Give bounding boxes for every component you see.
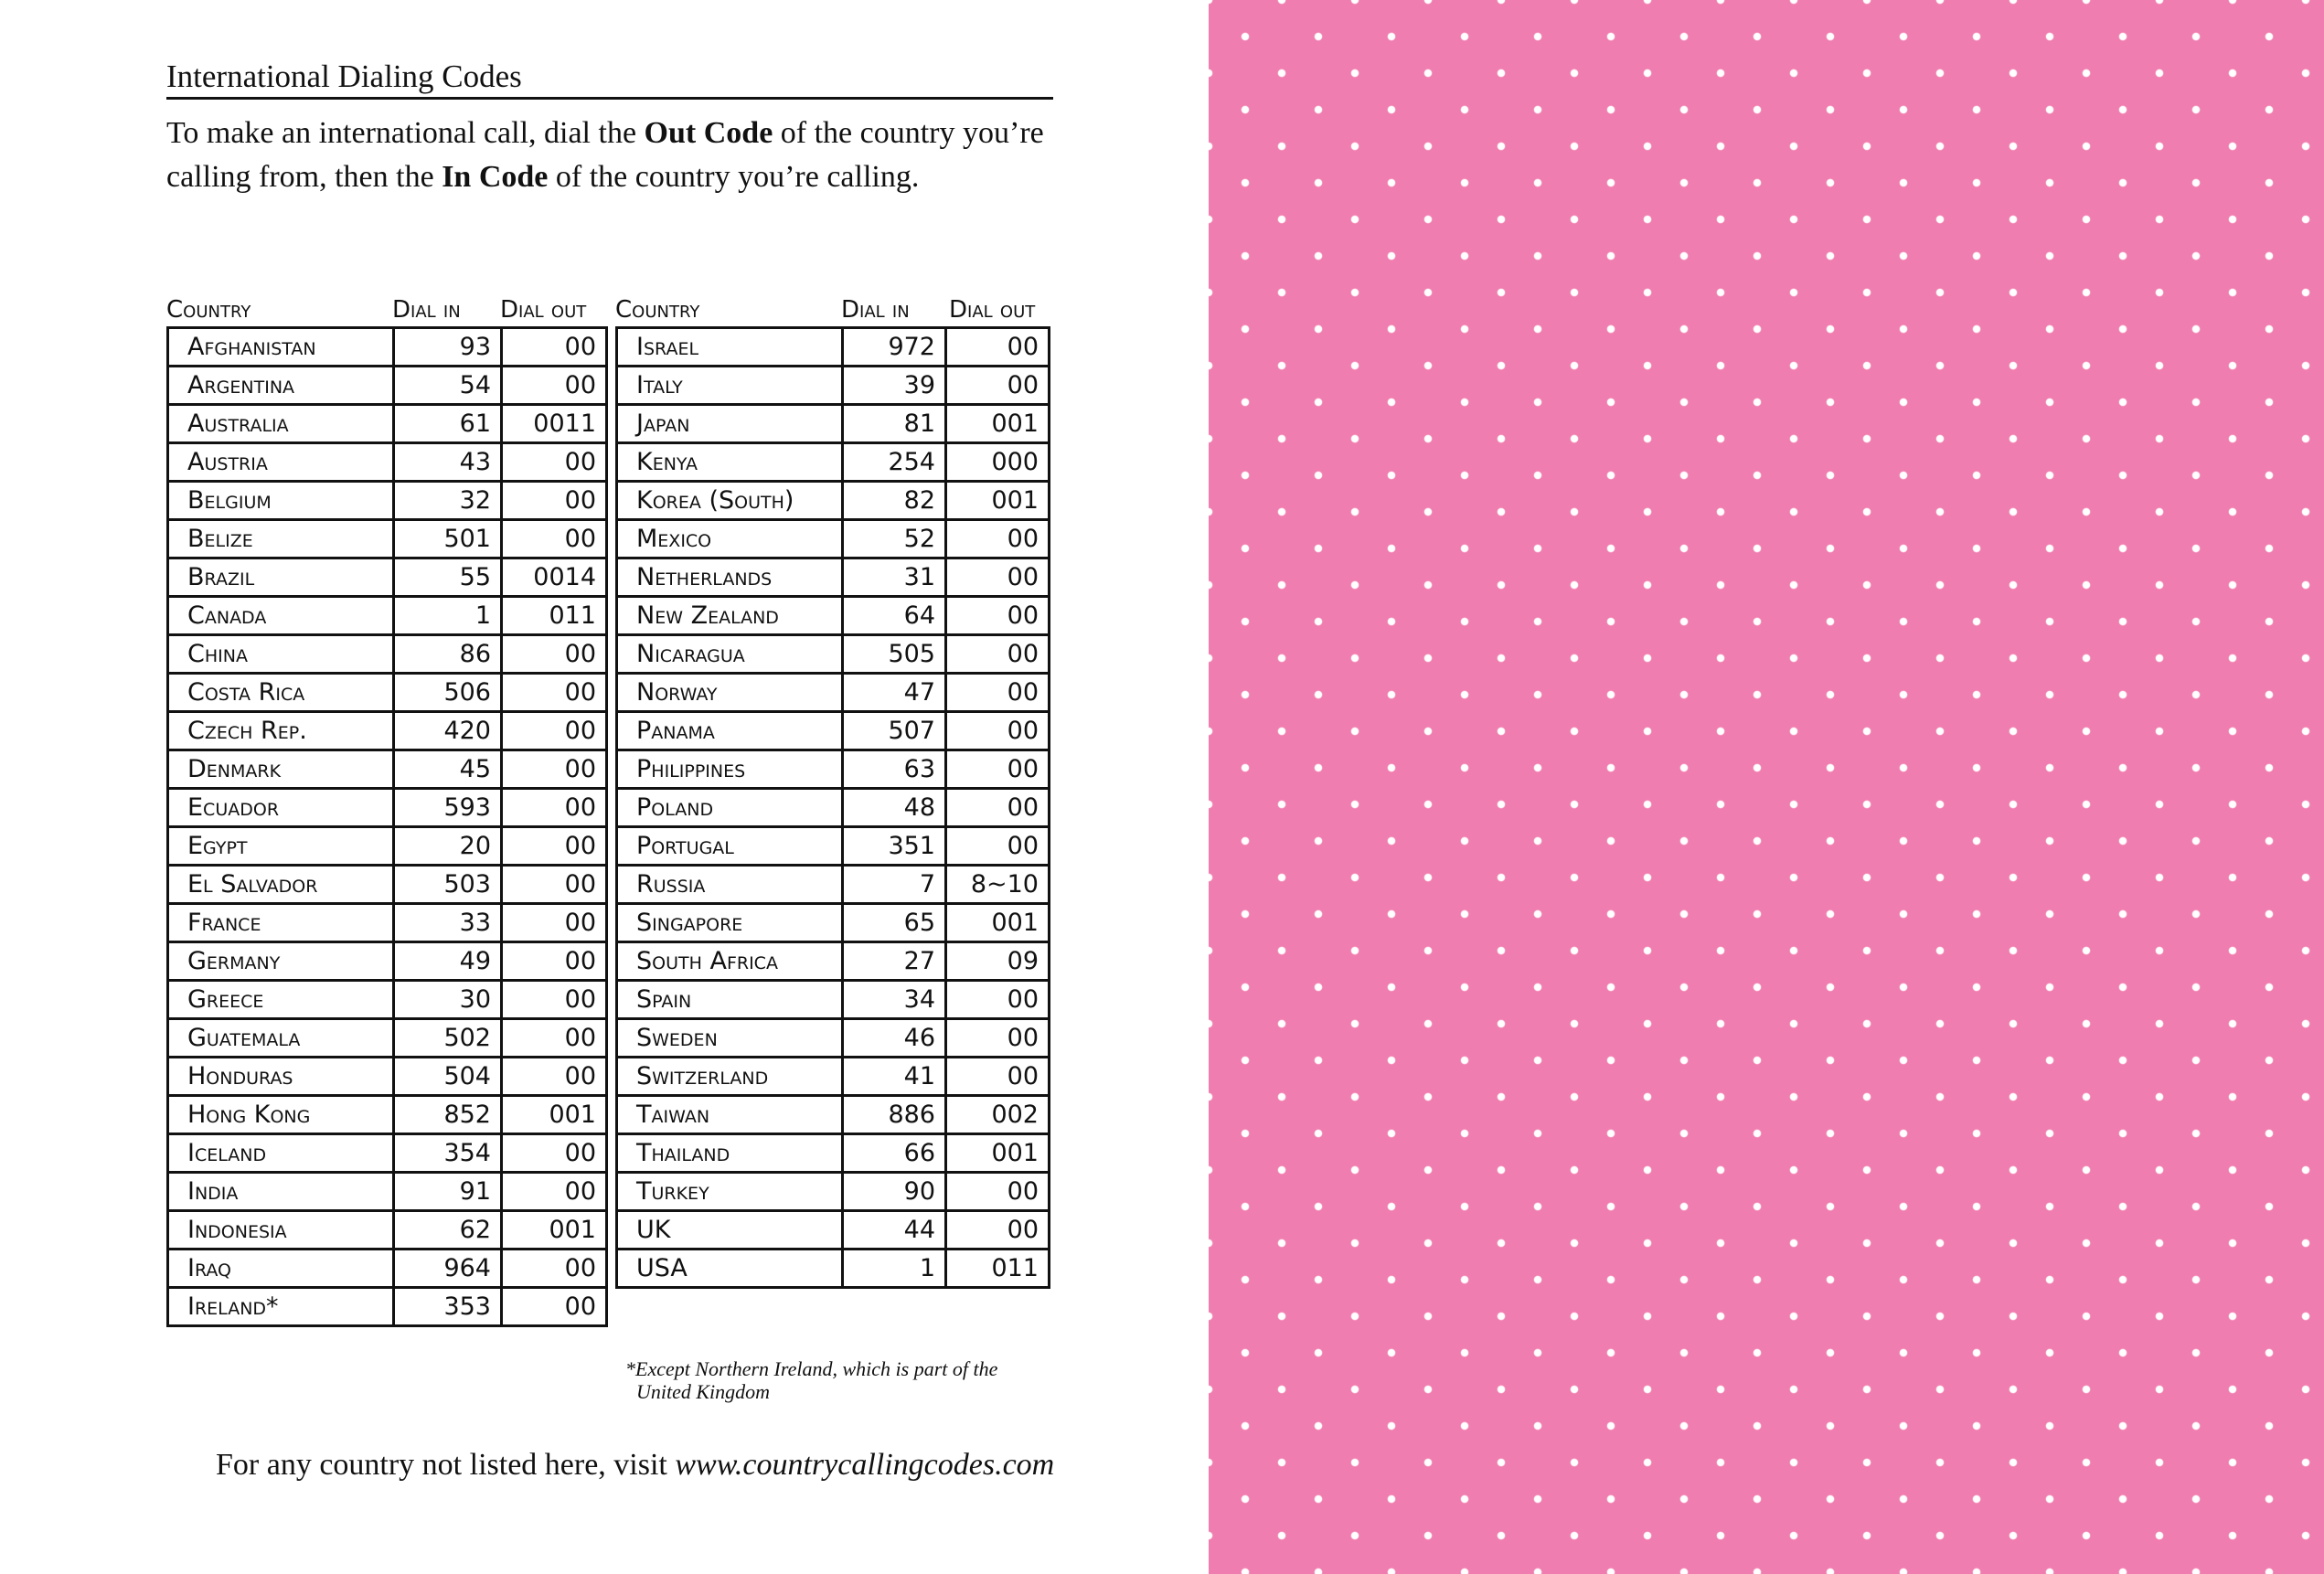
column-headers-right: [615, 285, 1050, 324]
dial-in-cell: 49: [394, 942, 502, 981]
visit-note: [216, 1448, 1130, 1483]
country-cell: Austria: [168, 443, 394, 482]
dial-out-cell: 00: [502, 1058, 607, 1096]
dial-in-cell: 31: [843, 558, 946, 597]
dial-out-cell: 00: [946, 827, 1050, 866]
country-cell: Nicaragua: [617, 635, 843, 674]
table-row: [617, 712, 1050, 750]
country-cell: Brazil: [168, 558, 394, 597]
table-row: [617, 367, 1050, 405]
dial-out-cell: 00: [946, 328, 1050, 367]
dial-out-cell: 00: [502, 750, 607, 789]
country-cell: USA: [617, 1250, 843, 1288]
country-cell: Australia: [168, 405, 394, 443]
table-row: [168, 520, 607, 558]
dial-in-cell: 351: [843, 827, 946, 866]
dial-out-cell: 00: [502, 1173, 607, 1211]
dial-in-cell: 972: [843, 328, 946, 367]
dial-in-cell: 1: [843, 1250, 946, 1288]
dial-out-cell: 00: [946, 520, 1050, 558]
footnote-line-1: *Except Northern Ireland, which is part of the: [625, 1357, 998, 1380]
country-cell: Indonesia: [168, 1211, 394, 1250]
dial-out-cell: 00: [946, 367, 1050, 405]
country-cell: Argentina: [168, 367, 394, 405]
dial-out-cell: 00: [502, 1250, 607, 1288]
dial-out-cell: 00: [946, 750, 1050, 789]
dial-in-cell: 593: [394, 789, 502, 827]
codes-table-left: [166, 285, 608, 1327]
dial-out-cell: 0014: [502, 558, 607, 597]
table-row: [617, 597, 1050, 635]
table-row: [168, 367, 607, 405]
dial-in-cell: 43: [394, 443, 502, 482]
dial-in-cell: 886: [843, 1096, 946, 1134]
table-row: [168, 1019, 607, 1058]
dial-out-cell: 00: [946, 1019, 1050, 1058]
footnote: [625, 1357, 1082, 1403]
country-cell: Canada: [168, 597, 394, 635]
dial-in-cell: 254: [843, 443, 946, 482]
dial-out-cell: 00: [946, 558, 1050, 597]
dial-out-cell: 00: [502, 1019, 607, 1058]
table-row: [617, 482, 1050, 520]
page-title: International Dialing Codes: [166, 57, 1053, 100]
table-row: [617, 981, 1050, 1019]
country-cell: Poland: [617, 789, 843, 827]
country-cell: Singapore: [617, 904, 843, 942]
country-cell: Afghanistan: [168, 328, 394, 367]
country-cell: Japan: [617, 405, 843, 443]
country-cell: India: [168, 1173, 394, 1211]
dial-out-cell: 00: [502, 827, 607, 866]
dial-out-cell: 00: [502, 520, 607, 558]
dial-out-cell: 00: [502, 635, 607, 674]
country-cell: Ireland*: [168, 1288, 394, 1326]
dial-in-cell: 48: [843, 789, 946, 827]
codes-table-right: [615, 285, 1050, 1289]
table-row: [168, 981, 607, 1019]
dial-out-cell: 00: [502, 866, 607, 904]
country-cell: Italy: [617, 367, 843, 405]
table-row: [168, 405, 607, 443]
dial-in-cell: 93: [394, 328, 502, 367]
dial-out-cell: 001: [946, 904, 1050, 942]
country-cell: Portugal: [617, 827, 843, 866]
table-row: [168, 328, 607, 367]
dial-in-cell: 1: [394, 597, 502, 635]
table-row: [617, 674, 1050, 712]
intro-text-1: To make an international call, dial the: [166, 116, 645, 150]
country-cell: Egypt: [168, 827, 394, 866]
dial-in-cell: 65: [843, 904, 946, 942]
country-cell: Taiwan: [617, 1096, 843, 1134]
country-cell: China: [168, 635, 394, 674]
table-row: [168, 1173, 607, 1211]
dial-out-cell: 00: [502, 1288, 607, 1326]
country-cell: Greece: [168, 981, 394, 1019]
dial-out-cell: 0011: [502, 405, 607, 443]
table-row: [617, 942, 1050, 981]
table-row: [617, 520, 1050, 558]
dial-in-cell: 505: [843, 635, 946, 674]
dial-in-cell: 46: [843, 1019, 946, 1058]
country-cell: Hong Kong: [168, 1096, 394, 1134]
table-row: [168, 1211, 607, 1250]
dial-out-cell: 00: [502, 1134, 607, 1173]
country-cell: Germany: [168, 942, 394, 981]
dial-in-cell: 41: [843, 1058, 946, 1096]
intro-paragraph: [166, 112, 1062, 199]
table-row: [617, 1134, 1050, 1173]
dial-in-cell: 7: [843, 866, 946, 904]
dial-in-cell: 34: [843, 981, 946, 1019]
dial-in-cell: 20: [394, 827, 502, 866]
dial-out-cell: 00: [946, 712, 1050, 750]
table-row: [168, 1250, 607, 1288]
table-row: [617, 866, 1050, 904]
table-row: [168, 942, 607, 981]
country-cell: Israel: [617, 328, 843, 367]
intro-text-3: of the country you’re calling.: [548, 160, 920, 194]
dial-in-cell: 32: [394, 482, 502, 520]
dial-out-cell: 001: [946, 482, 1050, 520]
country-cell: Netherlands: [617, 558, 843, 597]
dial-out-cell: 09: [946, 942, 1050, 981]
country-cell: Ecuador: [168, 789, 394, 827]
header-country: Country: [615, 296, 700, 324]
dial-in-cell: 90: [843, 1173, 946, 1211]
header-dial-out: Dial out: [500, 296, 587, 324]
dial-out-cell: 00: [502, 367, 607, 405]
table-row: [617, 405, 1050, 443]
header-dial-out: Dial out: [949, 296, 1036, 324]
dial-in-cell: 420: [394, 712, 502, 750]
table-row: [168, 482, 607, 520]
dial-out-cell: 00: [502, 328, 607, 367]
table-row: [617, 1019, 1050, 1058]
column-headers-left: [166, 285, 608, 324]
dial-in-cell: 27: [843, 942, 946, 981]
table-row: [168, 750, 607, 789]
dial-in-cell: 44: [843, 1211, 946, 1250]
country-cell: New Zealand: [617, 597, 843, 635]
dial-out-cell: 00: [502, 789, 607, 827]
country-cell: Belgium: [168, 482, 394, 520]
country-cell: Thailand: [617, 1134, 843, 1173]
country-cell: France: [168, 904, 394, 942]
table-row: [617, 789, 1050, 827]
header-country: Country: [166, 296, 251, 324]
table-row: [617, 827, 1050, 866]
dial-out-cell: 00: [502, 712, 607, 750]
table-row: [168, 904, 607, 942]
footnote-line-2: United Kingdom: [636, 1380, 771, 1403]
dial-in-cell: 506: [394, 674, 502, 712]
header-dial-in: Dial in: [392, 296, 461, 324]
country-cell: Panama: [617, 712, 843, 750]
dial-out-cell: 00: [946, 981, 1050, 1019]
country-cell: Mexico: [617, 520, 843, 558]
dial-out-cell: 00: [502, 674, 607, 712]
country-cell: Russia: [617, 866, 843, 904]
country-cell: UK: [617, 1211, 843, 1250]
country-cell: Czech Rep.: [168, 712, 394, 750]
table-row: [168, 1096, 607, 1134]
dial-in-cell: 503: [394, 866, 502, 904]
dial-in-cell: 61: [394, 405, 502, 443]
table-row: [617, 328, 1050, 367]
country-cell: Belize: [168, 520, 394, 558]
table-row: [168, 1134, 607, 1173]
dial-in-cell: 507: [843, 712, 946, 750]
dial-in-cell: 54: [394, 367, 502, 405]
dial-out-cell: 001: [946, 1134, 1050, 1173]
table-row: [617, 1250, 1050, 1288]
dial-in-cell: 964: [394, 1250, 502, 1288]
dial-in-cell: 55: [394, 558, 502, 597]
dial-out-cell: 011: [502, 597, 607, 635]
dial-out-cell: 00: [946, 597, 1050, 635]
dial-out-cell: 00: [946, 635, 1050, 674]
dial-out-cell: 00: [946, 789, 1050, 827]
out-code-term: Out Code: [644, 116, 773, 150]
dial-in-cell: 33: [394, 904, 502, 942]
table-row: [168, 443, 607, 482]
dial-out-cell: 00: [502, 443, 607, 482]
dial-out-cell: 001: [946, 405, 1050, 443]
dial-in-cell: 45: [394, 750, 502, 789]
dial-in-cell: 66: [843, 1134, 946, 1173]
codes-table: [615, 326, 1050, 1289]
dial-out-cell: 00: [946, 1211, 1050, 1250]
country-cell: Turkey: [617, 1173, 843, 1211]
dial-out-cell: 00: [502, 942, 607, 981]
intro-text-2: of the country you’re calling from, then the: [166, 116, 1044, 194]
table-row: [168, 635, 607, 674]
country-cell: Guatemala: [168, 1019, 394, 1058]
dial-in-cell: 62: [394, 1211, 502, 1250]
dial-out-cell: 011: [946, 1250, 1050, 1288]
table-row: [168, 558, 607, 597]
dial-out-cell: 00: [946, 674, 1050, 712]
visit-text: For any country not listed here, visit: [216, 1448, 676, 1482]
header-dial-in: Dial in: [841, 296, 910, 324]
table-row: [617, 635, 1050, 674]
table-row: [617, 904, 1050, 942]
country-cell: South Africa: [617, 942, 843, 981]
dial-in-cell: 91: [394, 1173, 502, 1211]
dial-in-cell: 63: [843, 750, 946, 789]
table-row: [168, 789, 607, 827]
table-row: [168, 674, 607, 712]
table-row: [168, 712, 607, 750]
dial-out-cell: 001: [502, 1211, 607, 1250]
codes-table: [166, 326, 608, 1327]
table-row: [617, 443, 1050, 482]
dial-in-cell: 353: [394, 1288, 502, 1326]
dial-out-cell: 001: [502, 1096, 607, 1134]
table-row: [168, 866, 607, 904]
table-row: [617, 1096, 1050, 1134]
dial-in-cell: 501: [394, 520, 502, 558]
country-cell: Iceland: [168, 1134, 394, 1173]
country-cell: Switzerland: [617, 1058, 843, 1096]
dial-in-cell: 504: [394, 1058, 502, 1096]
country-cell: Sweden: [617, 1019, 843, 1058]
country-cell: Philippines: [617, 750, 843, 789]
dial-out-cell: 00: [946, 1058, 1050, 1096]
dial-in-cell: 82: [843, 482, 946, 520]
dial-in-cell: 52: [843, 520, 946, 558]
dial-out-cell: 00: [946, 1173, 1050, 1211]
dial-in-cell: 81: [843, 405, 946, 443]
table-row: [617, 750, 1050, 789]
dial-in-cell: 502: [394, 1019, 502, 1058]
table-row: [168, 1288, 607, 1326]
country-cell: Norway: [617, 674, 843, 712]
dial-in-cell: 852: [394, 1096, 502, 1134]
dial-in-cell: 39: [843, 367, 946, 405]
dial-out-cell: 00: [502, 482, 607, 520]
dial-out-cell: 002: [946, 1096, 1050, 1134]
dial-in-cell: 86: [394, 635, 502, 674]
dial-out-cell: 00: [502, 904, 607, 942]
table-row: [617, 1173, 1050, 1211]
country-cell: Costa Rica: [168, 674, 394, 712]
dial-in-cell: 47: [843, 674, 946, 712]
country-cell: El Salvador: [168, 866, 394, 904]
country-cell: Spain: [617, 981, 843, 1019]
dial-out-cell: 8~10: [946, 866, 1050, 904]
dial-out-cell: 000: [946, 443, 1050, 482]
table-row: [617, 1058, 1050, 1096]
table-row: [168, 827, 607, 866]
dial-out-cell: 00: [502, 981, 607, 1019]
country-cell: Iraq: [168, 1250, 394, 1288]
dial-in-cell: 64: [843, 597, 946, 635]
table-row: [617, 558, 1050, 597]
table-row: [168, 597, 607, 635]
country-cell: Korea (South): [617, 482, 843, 520]
country-cell: Denmark: [168, 750, 394, 789]
country-cell: Kenya: [617, 443, 843, 482]
country-cell: Honduras: [168, 1058, 394, 1096]
dial-in-cell: 354: [394, 1134, 502, 1173]
polka-dot-pattern-page: [1209, 0, 2324, 1574]
table-row: [617, 1211, 1050, 1250]
in-code-term: In Code: [442, 160, 549, 194]
dial-in-cell: 30: [394, 981, 502, 1019]
table-row: [168, 1058, 607, 1096]
visit-url: www.countrycallingcodes.com: [675, 1448, 1055, 1482]
